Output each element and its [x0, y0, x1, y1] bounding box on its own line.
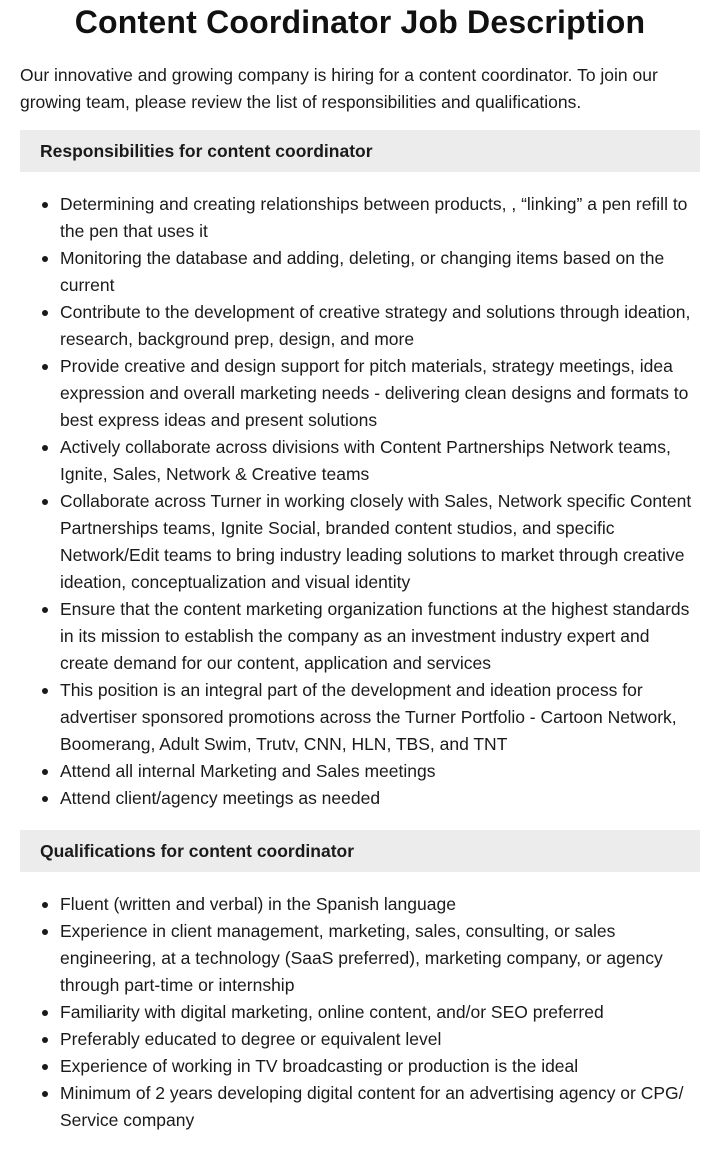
list-item: This position is an integral part of the development and ideation process for advertiser sponsored promotions across the Turner Portfolio - Cartoon Network, Boomerang, Adult Swim, Trutv, CNN, HLN, TBS, and TNT: [60, 677, 700, 758]
list-item: Contribute to the development of creative strategy and solutions through ideation, research, background prep, design, and more: [60, 299, 700, 353]
list-item: Preferably educated to degree or equivalent level: [60, 1026, 700, 1053]
list-item: Attend all internal Marketing and Sales meetings: [60, 758, 700, 785]
list-item: Experience in client management, marketing, sales, consulting, or sales engineering, at a technology (SaaS preferred), marketing company, or agency through part-time or internship: [60, 918, 700, 999]
list-item: Attend client/agency meetings as needed: [60, 785, 700, 812]
responsibilities-list: [20, 191, 700, 812]
list-item: Ensure that the content marketing organization functions at the highest standards in its mission to establish the company as an investment industry expert and create demand for our content, application and services: [60, 596, 700, 677]
qualifications-list: [20, 891, 700, 1134]
qualifications-heading-label: Qualifications for content coordinator: [40, 840, 355, 861]
qualifications-heading: [20, 830, 700, 872]
list-item: Experience of working in TV broadcasting or production is the ideal: [60, 1053, 700, 1080]
page-title: Content Coordinator Job Description: [74, 4, 646, 40]
list-item: Provide creative and design support for pitch materials, strategy meetings, idea expression and overall marketing needs - delivering clean designs and formats to best express ideas and present solutions: [60, 353, 700, 434]
list-item: Fluent (written and verbal) in the Spanish language: [60, 891, 700, 918]
list-item: Minimum of 2 years developing digital content for an advertising agency or CPG/ Service company: [60, 1080, 700, 1134]
list-item: Monitoring the database and adding, deleting, or changing items based on the current: [60, 245, 700, 299]
responsibilities-heading: [20, 130, 700, 172]
list-item: Collaborate across Turner in working closely with Sales, Network specific Content Partnerships teams, Ignite Social, branded content studios, and specific Network/Edit teams to bring industry leading solutions to market through creative ideation, conceptualization and visual identity: [60, 488, 700, 596]
list-item: Familiarity with digital marketing, online content, and/or SEO preferred: [60, 999, 700, 1026]
intro-paragraph: Our innovative and growing company is hiring for a content coordinator. To join our growing team, please review the list of responsibilities and qualifications.: [20, 65, 658, 112]
list-item: Actively collaborate across divisions with Content Partnerships Network teams, Ignite, Sales, Network & Creative teams: [60, 434, 700, 488]
list-item: Determining and creating relationships between products, , “linking” a pen refill to the pen that uses it: [60, 191, 700, 245]
responsibilities-heading-label: Responsibilities for content coordinator: [40, 140, 373, 161]
